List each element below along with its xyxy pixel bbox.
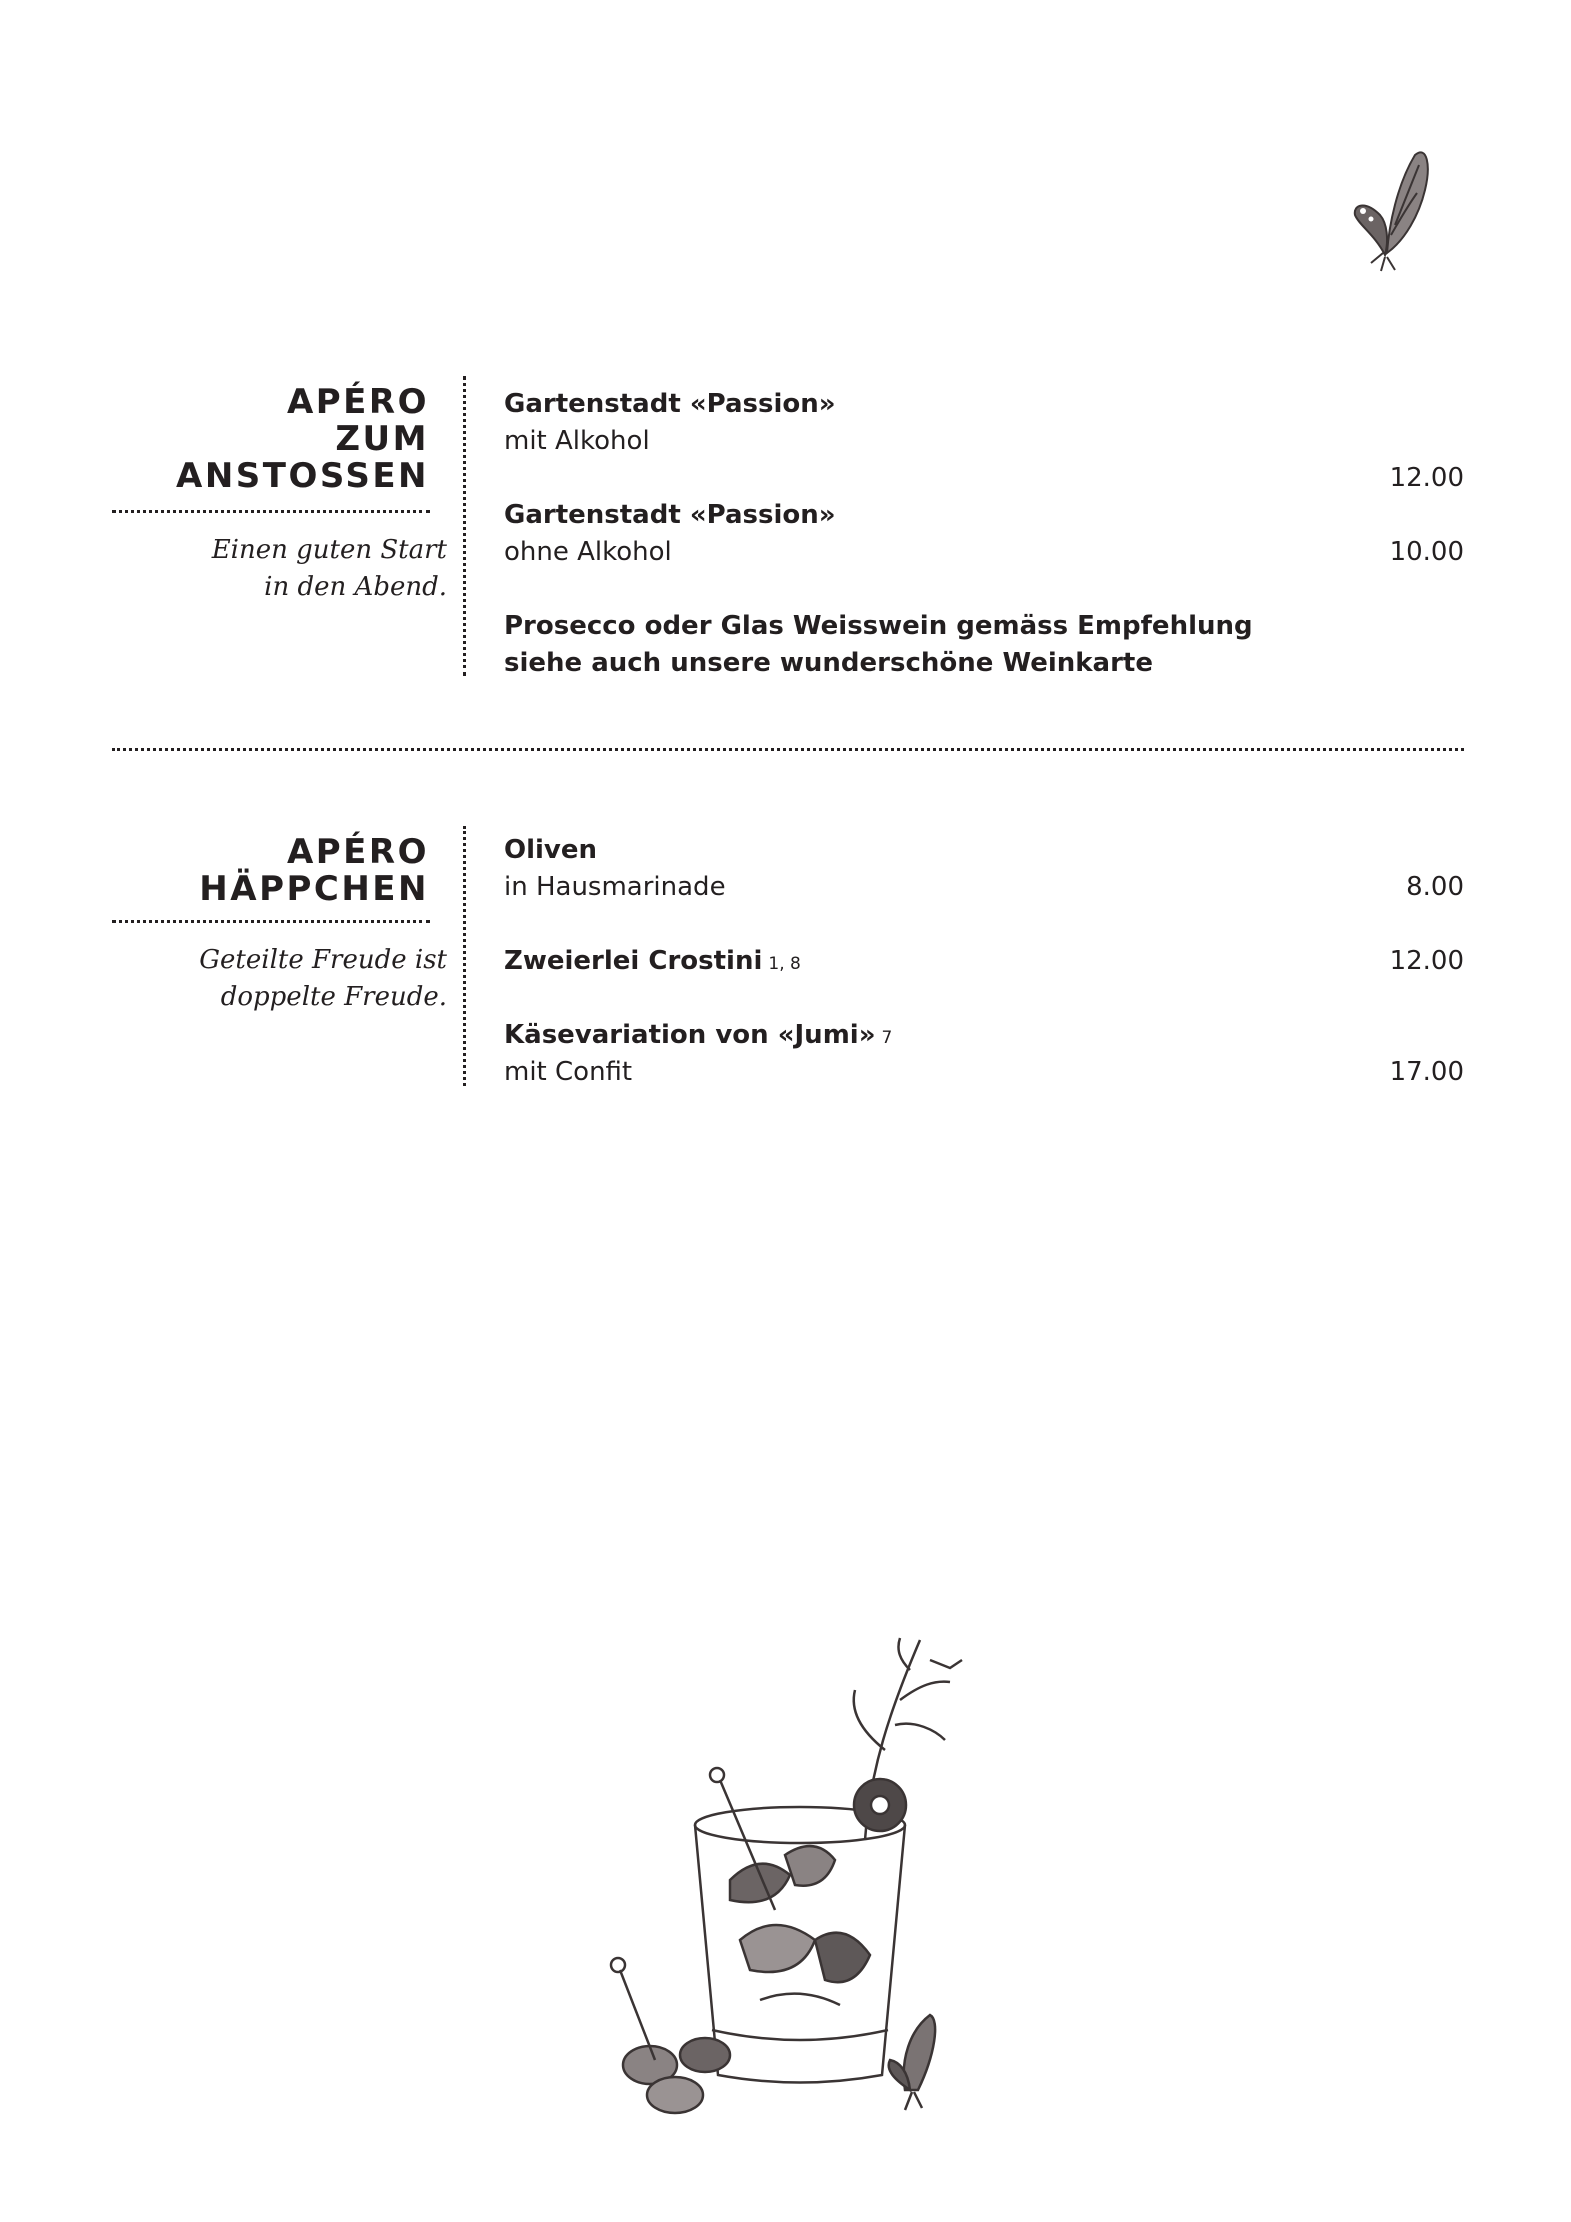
allergen-codes: 1, 8: [768, 954, 801, 974]
item-description: mit Alkohol: [504, 426, 650, 456]
allergen-codes: 7: [881, 1028, 893, 1048]
section-apero-haeppchen: [0, 820, 1571, 1100]
section-divider: [112, 748, 1464, 751]
cocktail-illustration: [600, 1610, 990, 2130]
item-price: 12.00: [1389, 946, 1464, 976]
section-apero-zum-anstossen: [0, 370, 1571, 690]
section-title: APÉRO ZUM ANSTOSSEN: [176, 382, 429, 496]
item-name: Prosecco oder Glas Weisswein gemäss Empfehlung: [504, 611, 1253, 641]
item-price: 10.00: [1389, 537, 1464, 567]
section-tagline: Einen guten Start in den Abend.: [211, 535, 447, 602]
item-name: Käsevariation von «Jumi» 7: [504, 1020, 893, 1050]
item-name: Zweierlei Crostini 1, 8: [504, 946, 801, 976]
item-description: mit Confit: [504, 1057, 633, 1087]
title-dotted-rule: [112, 510, 430, 513]
item-price: 8.00: [1406, 872, 1464, 902]
item-name: Gartenstadt «Passion»: [504, 389, 836, 419]
section-tagline: Geteilte Freude ist doppelte Freude.: [199, 945, 447, 1012]
item-description: in Hausmarinade: [504, 872, 726, 902]
section-title: APÉRO HÄPPCHEN: [199, 832, 429, 909]
item-name: Oliven: [504, 835, 598, 865]
vertical-dotted-rule: [463, 376, 466, 676]
item-description: ohne Alkohol: [504, 537, 672, 567]
vertical-dotted-rule: [463, 826, 466, 1086]
butterfly-icon: [1345, 145, 1435, 275]
item-price: 17.00: [1389, 1057, 1464, 1087]
title-dotted-rule: [112, 920, 430, 923]
item-name: siehe auch unsere wunderschöne Weinkarte: [504, 648, 1153, 678]
item-price: 12.00: [1389, 463, 1464, 493]
item-name: Gartenstadt «Passion»: [504, 500, 836, 530]
